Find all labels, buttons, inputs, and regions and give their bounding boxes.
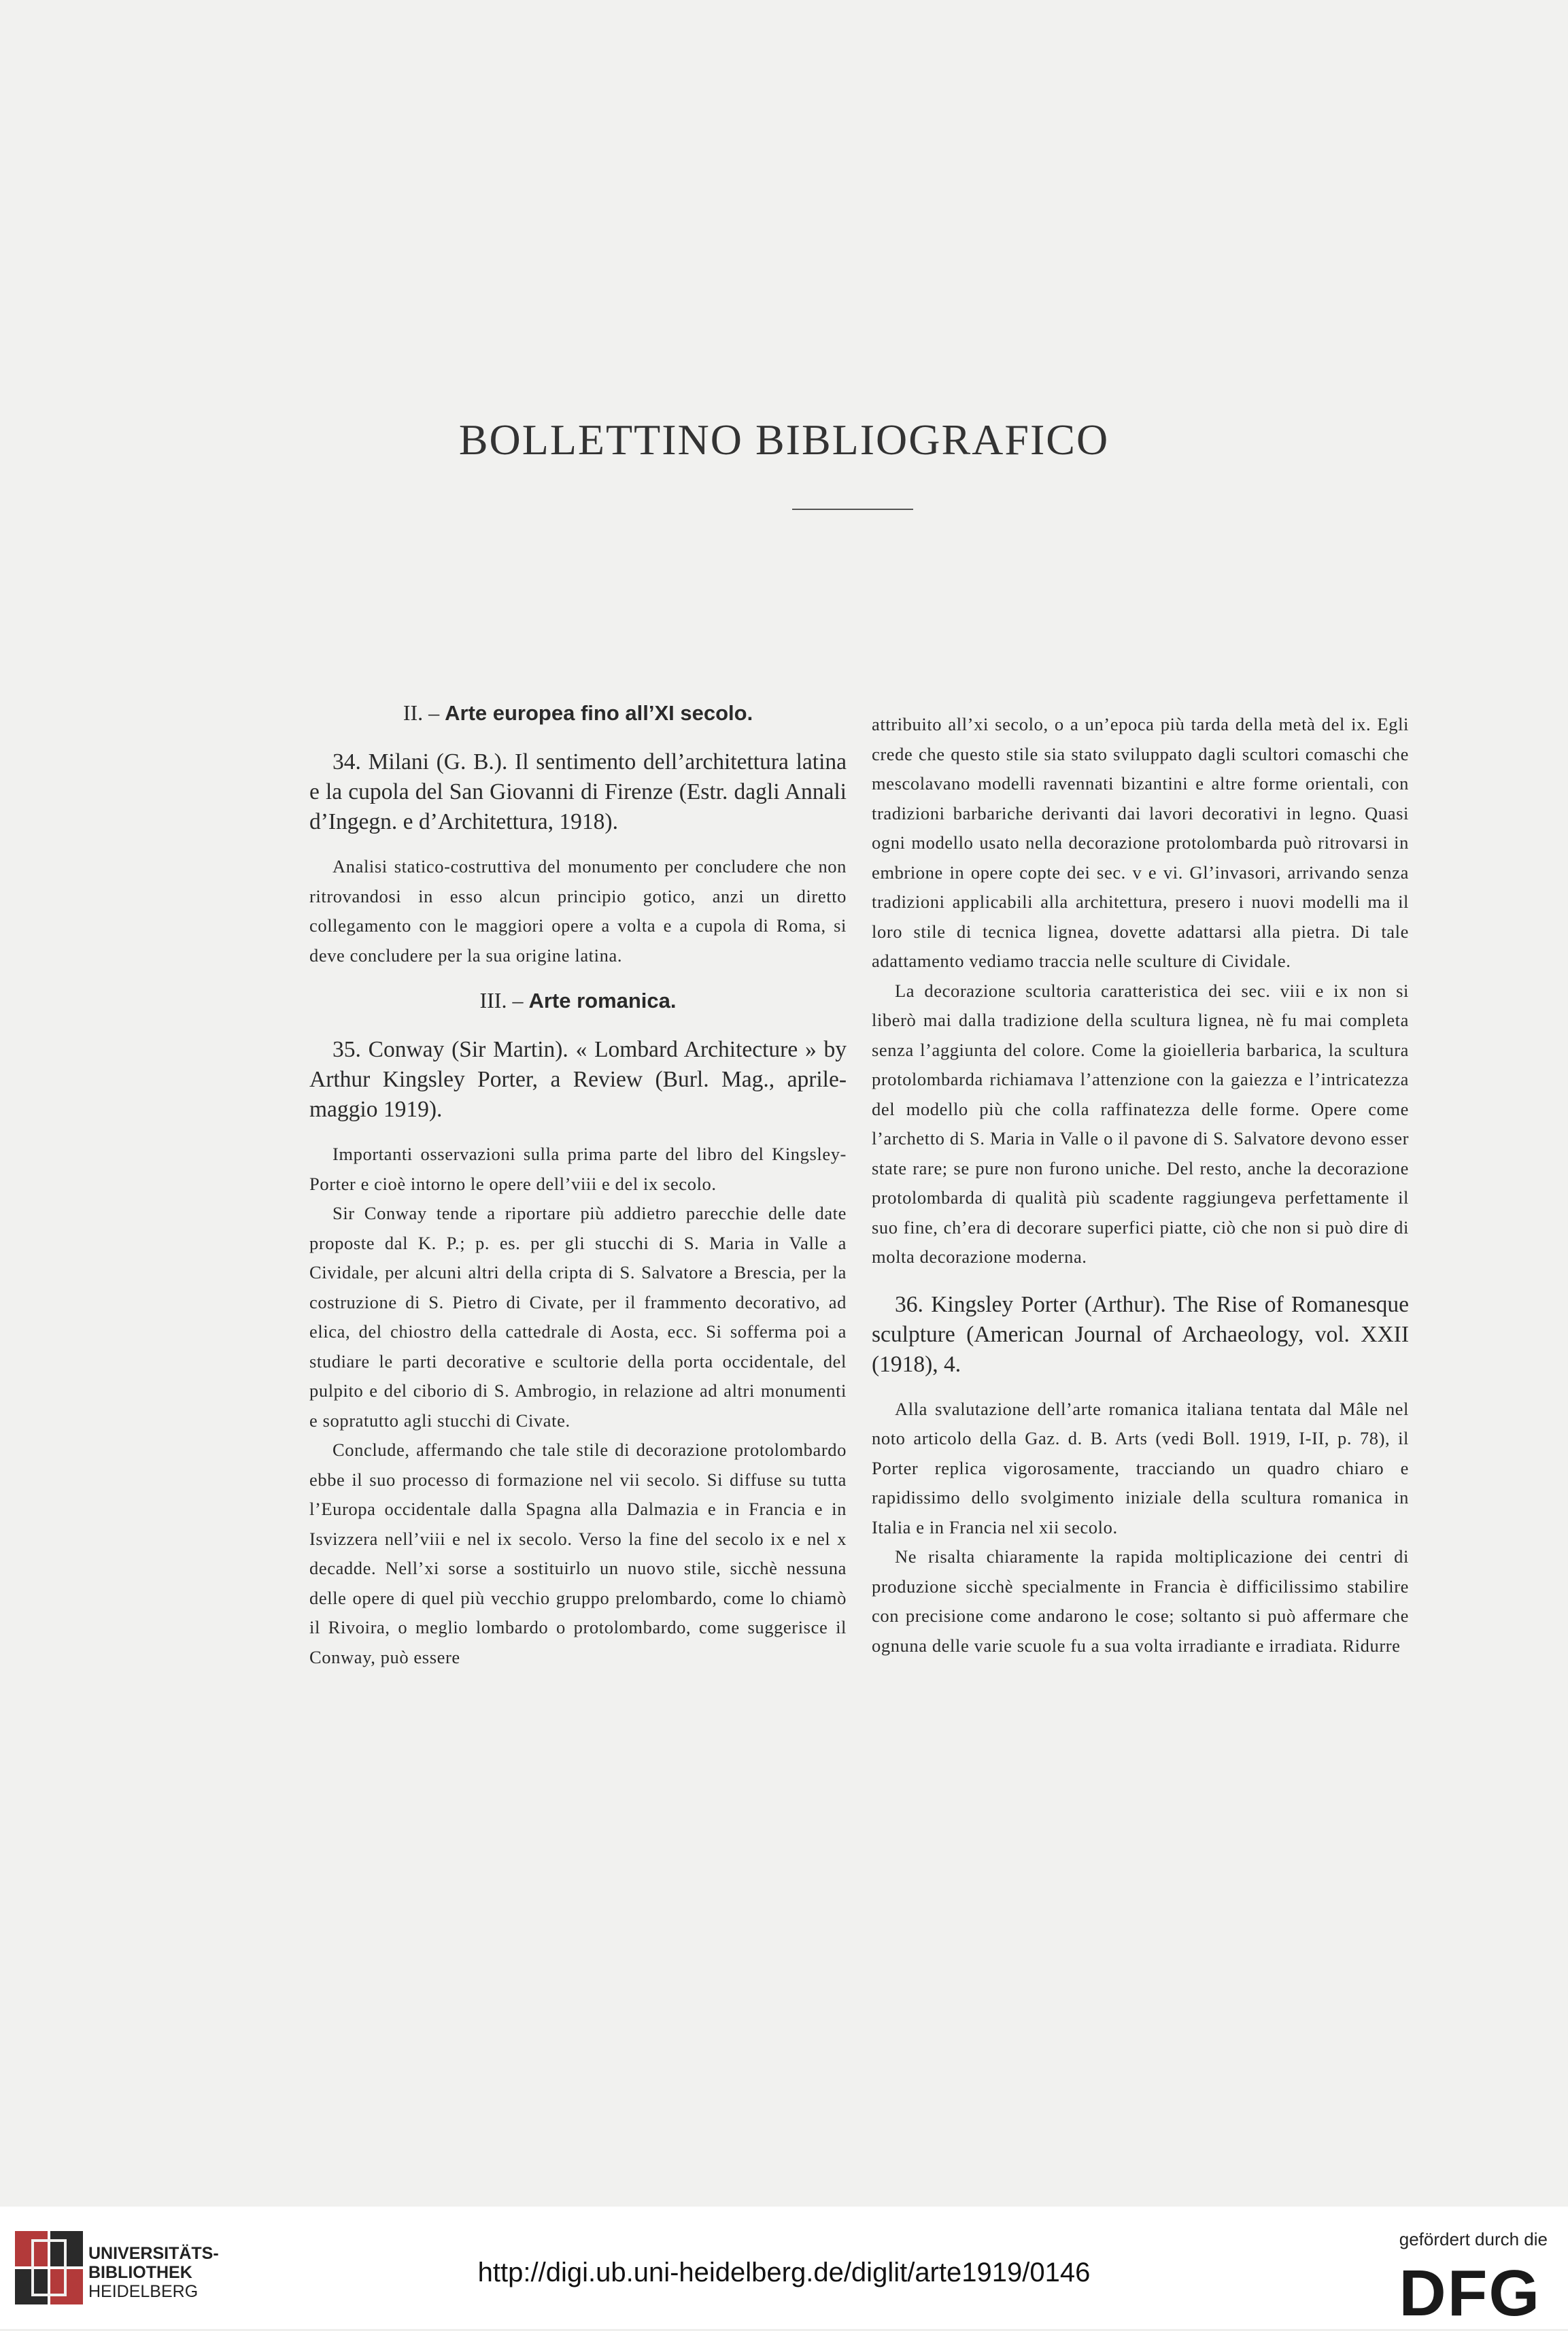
dfg-logo: DFG — [1399, 2257, 1541, 2330]
paragraph: La decorazione scultoria caratteristica dei sec. viii e ix non si liberò mai dalla tradizione della scultura lignea, nè fu mai completa senza l’aggiunta del colore. Come la gioielleria barbarica, la scultura protolombarda richiamava l’attenzione con la gaiezza e l’intricatezza del modello più che colla raffinatezza delle forme. Opere come l’archetto di S. Maria in Valle o il pavone di S. Salvatore devono esser state rare; se pure non furono uniche. Del resto, anche la decorazione protolombarda di qualità più scadente raggiungeva perfettamente il suo fine, ch’era di decorare superfici piatte, ciò che non si può dire di molta decorazione moderna. — [872, 980, 1409, 1267]
paragraph: Alla svalutazione dell’arte romanica italiana tentata dal Mâle nel noto articolo della Gaz. d. B. Arts (vedi Boll. 1919, I-II, p. 78), il Porter replica vigorosamente, tracciando un quadro chiaro e rapidissimo dello svolgimento iniziale della scultura romanica in Italia e in Francia nel xii secolo. — [872, 1398, 1409, 1537]
paragraph: Ne risalta chiaramente la rapida moltiplicazione dei centri di produzione sicchè specialmente in Francia è difficilissimo stabilire con precisione come andarono le cose; soltanto si può affermare che ognuna delle varie scuole fu a sua volta irradiante e irradiata. Ridurre — [872, 1546, 1409, 1656]
section-title: Arte romanica. — [528, 989, 677, 1013]
bib-entry-34: 34. Milani (G. B.). Il sentimento dell’architettura latina e la cupola del San Giovanni di Firenze (Estr. dagli Annali d’Ingegn. e d’Architettura, 1918). — [309, 749, 847, 834]
section-heading-3 — [309, 988, 847, 1013]
paragraph: Sir Conway tende a riportare più addietro parecchie delle date proposte dal K. P.; p. es. per gli stucchi di S. Maria in Valle a Cividale, per alcuni altri della cripta di S. Salvatore a Brescia, per la costruzione di S. Pietro di Civate, per il frammento decorativo, ad elica, del chiostro della cattedrale di Aosta, ecc. Si sofferma poi a studiare le parti decorative e scultorie della porta occidentale, del pulpito e del ciborio di S. Ambrogio, in relazione ad altri monumenti e sopratutto agli stucchi di Civate. — [309, 1203, 847, 1431]
library-line: HEIDELBERG — [88, 2282, 199, 2301]
paragraph: Conclude, affermando che tale stile di decorazione protolombardo ebbe il suo processo di formazione nel vii secolo. Si diffuse su tutta l’Europa occidentale dalla Spagna alla Dalmazia e in Francia e in Isvizzera nell’viii e nel ix secolo. Verso la fine del secolo ix e nel x decadde. Nell’xi sorse a sostituirlo un nuovo stile, sicchè nessuna delle opere di quel più vecchio gruppo prelombardo, come lo chiamò il Rivoira, o meglio lombardo o protolombardo, come suggerisce il Conway, può essere — [309, 1440, 847, 1667]
section-number: II. – — [403, 700, 445, 725]
page-title: BOLLETTINO BIBLIOGRAFICO — [458, 415, 1110, 464]
source-url-link[interactable]: http://digi.ub.uni-heidelberg.de/diglit/arte1919/0146 — [477, 2258, 1091, 2287]
left-column — [309, 700, 847, 1672]
right-column — [872, 710, 1409, 1661]
paragraph: attribuito all’xi secolo, o a un’epoca più tarda della metà del ix. Egli crede che questo stile sia stato sviluppato dagli scultori comaschi che mescolavano modelli ravennati bizantini e altre forme orientali, con tradizioni barbariche derivanti dai lavori decorativi in legno. Quasi ogni modello usato nella decorazione protolombarda può ritrovarsi in embrione in opere copte dei sec. v e vi. Gl’invasori, arrivando senza tradizioni applicabili alla architettura, presero i nuovi modelli ma il loro stile di tecnica lignea, dovette adattarsi alla pietra. Di tale adattamento vediamo traccia nelle sculture di Cividale. — [872, 714, 1409, 971]
bib-entry-36: 36. Kingsley Porter (Arthur). The Rise of Romanesque sculpture (American Journal of Archaeology, vol. XXII (1918), 4. — [872, 1291, 1409, 1377]
bib-entry-35: 35. Conway (Sir Martin). « Lombard Architecture » by Arthur Kingsley Porter, a Review (Burl. Mag., aprile-maggio 1919). — [309, 1037, 847, 1122]
section-number: III. – — [479, 988, 529, 1013]
paragraph: Analisi statico-costruttiva del monumento per concludere che non ritrovandosi in esso alcun principio gotico, anzi un diretto collegamento con le maggiori opere a volta e a cupola di Roma, si deve concludere per la sua origine latina. — [309, 856, 847, 966]
section-title: Arte europea fino all’XI secolo. — [445, 701, 753, 725]
paragraph: Importanti osservazioni sulla prima parte del libro del Kingsley-Porter e cioè intorno le opere dell’viii e del ix secolo. — [309, 1144, 847, 1194]
section-heading-2 — [309, 700, 847, 726]
library-line: BIBLIOTHEK — [88, 2263, 192, 2282]
funder-note: gefördert durch die — [1399, 2229, 1548, 2249]
library-line: UNIVERSITÄTS- — [88, 2244, 219, 2263]
title-divider — [792, 509, 913, 510]
